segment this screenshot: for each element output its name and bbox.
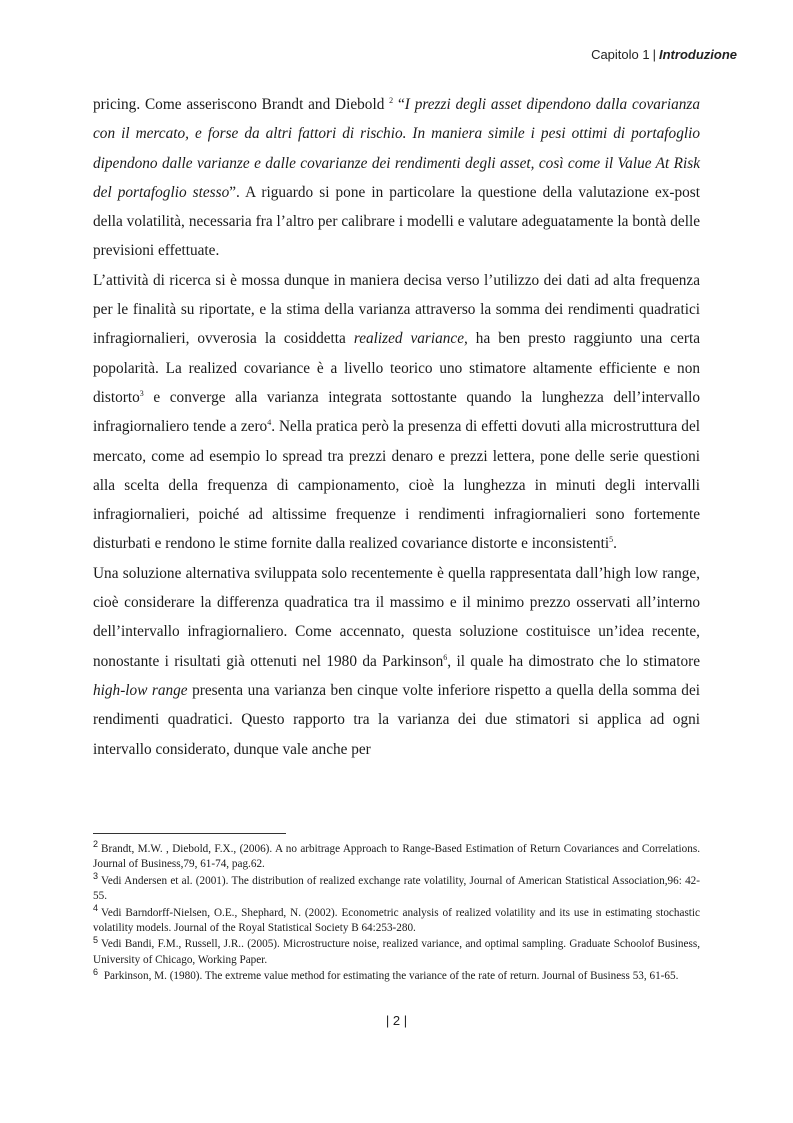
main-body-text <box>93 90 700 764</box>
footnote-text: Vedi Andersen et al. (2001). The distribution of realized exchange rate volatility, Journal of American Statistical Association,96: 42-55. <box>93 874 700 903</box>
header-chapter: Capitolo 1 <box>591 47 650 62</box>
paragraph-3-emphasis: high-low range <box>93 681 188 699</box>
page-number: | 2 | <box>385 1013 408 1028</box>
paragraph-2-text-b: ha ben presto raggiunto una certa popolarità. La realized covariance è a livello teorico uno stimatore altamente efficiente e non distorto <box>93 330 700 406</box>
paragraph-2-text-e: . <box>613 535 617 553</box>
paragraph-3 <box>93 559 700 764</box>
footnote-text: Parkinson, M. (1980). The extreme value method for estimating the variance of the rate of return. Journal of Business 53, 61-65. <box>101 970 679 983</box>
paragraph-1-text-c: ”. A riguardo si pone in particolare la questione della valutazione ex-post della volatilità, necessaria fra l’altro per calibrare i modelli e valutare adeguatamente la bontà delle previsioni effettuate. <box>93 183 700 260</box>
header-separator: | <box>652 47 656 62</box>
footnote-ref-4[interactable]: 4 <box>267 418 272 428</box>
paragraph-3-text-c: presenta una varianza ben cinque volte inferiore rispetto a quella della somma dei rendimenti quadratici. Questo rapporto tra la varianza dei due stimatori si applica ad ogni intervallo considerato, dunque vale anche per <box>93 681 700 758</box>
paragraph-1-text-b: “ <box>393 96 405 113</box>
paragraph-1-quote: I prezzi degli asset dipendono dalla covarianza con il mercato, e forse da altri fattori di rischio. In maniera simile i pesi ottimi di portafoglio dipendono dalle varianze e dalle covarianze dei rendimenti degli asset, così come il Value At Risk del portafoglio stesso <box>93 96 701 201</box>
footnote-separator-rule <box>93 833 286 834</box>
footnote-ref-2[interactable]: 2 <box>389 95 394 105</box>
footnote-number: 2 <box>93 839 99 850</box>
paragraph-2 <box>93 266 700 559</box>
footnote-number: 6 <box>93 966 99 977</box>
paragraph-1-text-a: pricing. Come asseriscono Brandt and Diebold <box>93 96 390 113</box>
footnote-ref-5[interactable]: 5 <box>609 535 614 545</box>
footnote-ref-6[interactable]: 6 <box>443 652 448 662</box>
footnote-5 <box>93 934 700 968</box>
footnote-2 <box>93 839 700 873</box>
footnote-text: Vedi Bandi, F.M., Russell, J.R.. (2005). Microstructure noise, realized variance, and optimal sampling. Graduate Schoolof Business, University of Chicago, Working Paper. <box>93 938 700 966</box>
footnote-number: 5 <box>93 934 99 945</box>
footnote-4 <box>93 902 700 937</box>
footnotes <box>93 839 700 986</box>
paragraph-3-text-a: Una soluzione alternativa sviluppata solo recentemente è quella rappresentata dall’high low range, cioè considerare la differenza quadratica tra il massimo e il minimo prezzo osservati all’interno dell’intervallo infragiornaliero. Come accennato, questa soluzione costituisce un’idea recente, nonostante i risultati già ottenuti nel 1980 da Parkinson <box>93 564 700 670</box>
footnote-number: 3 <box>93 871 99 882</box>
paragraph-2-text-c: e converge alla varianza integrata sottostante quando la lunghezza dell’intervallo infragiornaliero tende a zero <box>93 388 700 436</box>
footnote-3 <box>93 871 700 905</box>
paragraph-1 <box>93 90 700 266</box>
running-header <box>591 47 737 62</box>
paragraph-3-text-b: , il quale ha dimostrato che lo stimatore <box>447 652 700 670</box>
paragraph-2-text-d: . Nella pratica però la presenza di effetti dovuti alla microstruttura del mercato, come ad esempio lo spread tra prezzi denaro e prezzi lettera, pone delle serie questioni alla scelta della frequenza di campionamento, cioè la lunghezza in minuti degli intervalli infragiornalieri, poiché ad altissime frequenze i rendimenti infragiornalieri sono fortemente disturbati e rendono le stime fornite dalla realized covariance distorte e inconsistenti <box>93 418 700 553</box>
footnote-text: Brandt, M.W. , Diebold, F.X., (2006). A no arbitrage Approach to Range-Based Estimation of Return Covariances and Correlations. Journal of Business,79, 61-74, pag.62. <box>93 843 700 871</box>
footnote-number: 4 <box>93 902 99 913</box>
footnote-ref-3[interactable]: 3 <box>139 388 144 398</box>
paragraph-2-emphasis: realized variance, <box>353 330 468 348</box>
footnote-6 <box>93 966 700 984</box>
paragraph-2-text-a: L’attività di ricerca si è mossa dunque in maniera decisa verso l’utilizzo dei dati ad alta frequenza per le finalità su riportate, e la stima della varianza attraverso la somma dei rendimenti quadratici infragiornalieri, ovverosia la cosiddetta <box>93 271 700 348</box>
header-section-title: Introduzione <box>659 47 737 62</box>
footnote-text: Vedi Barndorff-Nielsen, O.E., Shephard, N. (2002). Econometric analysis of realized volatility and its use in estimating stochastic volatility models. Journal of the Royal Statistical Society B 64:253-280. <box>93 906 700 935</box>
